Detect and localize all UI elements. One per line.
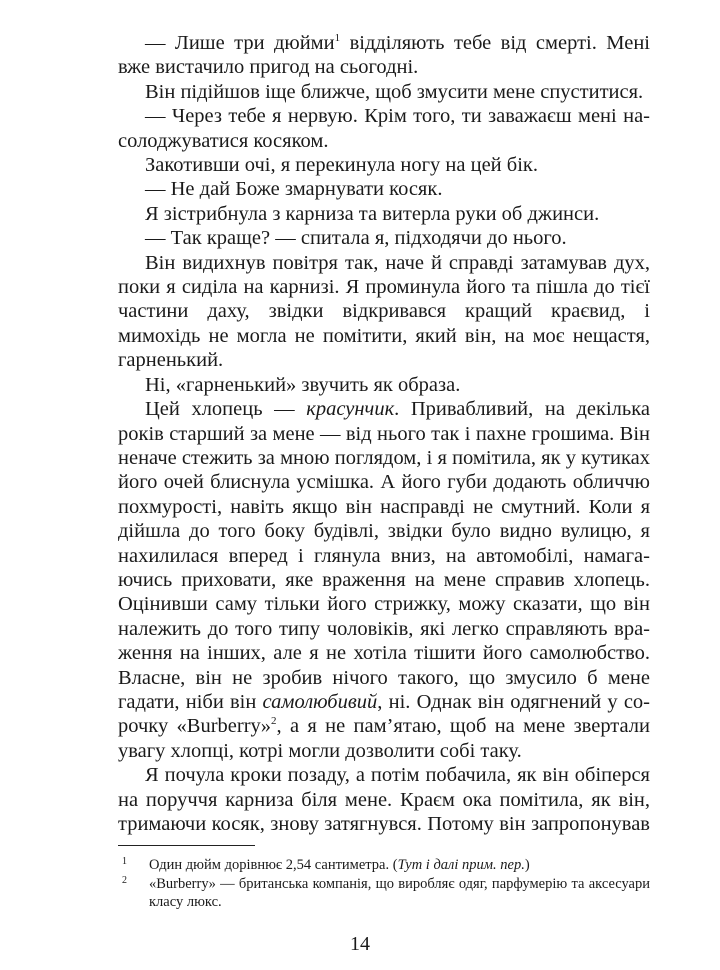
- footnote-marker: 2: [271, 715, 277, 728]
- italic-text: самолюбивий: [262, 690, 378, 713]
- text-run: Він видихнув повітря так, наче й справді затамував дух, поки я сиділа на карнизі. Я проминула його та пішла до тієї частини даху, звідки відкривався кращий краєвид, і мимохідь не могла не помітити, який він, на моє нещастя, гарненький.: [118, 251, 650, 372]
- text-run: , а я не пам’ятаю, щоб на мене звертали увагу хлопці, котрі могли дозволити собі таку.: [118, 715, 650, 762]
- text-run: Я зістрибнула з карниза та витерла руки об джинси.: [145, 202, 600, 225]
- paragraph: [118, 31, 650, 80]
- text-run: — Так краще? — спитала я, підходячи до нього.: [145, 227, 567, 250]
- footnote-number: 2: [122, 874, 127, 886]
- paragraph: [118, 397, 650, 763]
- paragraph: [118, 80, 650, 104]
- text-run: — Не дай Боже змарнувати косяк.: [145, 178, 443, 201]
- paragraph: [118, 226, 650, 250]
- footnote-marker: 1: [334, 32, 341, 44]
- paragraph: [118, 104, 650, 153]
- page-body: [118, 31, 650, 836]
- text-run: Ні, «гарненький» звучить як образа.: [145, 373, 461, 396]
- footnote: [118, 875, 650, 912]
- text-run: «Burberry» — британська компанія, що виробляє одяг, парфумерію та аксесуари класу люкс.: [149, 875, 650, 910]
- text-run: ): [524, 857, 530, 873]
- text-run: Цей хлопець —: [145, 398, 307, 421]
- text-run: Він підійшов іще ближче, щоб змусити мене спуститися.: [145, 80, 644, 103]
- paragraph: [118, 373, 650, 397]
- text-run: Я почула кроки позаду, а потім побачила, як він обіперся на поруччя карниза біля мене. Краєм ока помітила, як він, тримаючи косяк, знову затягнувся. Потому він запропонував: [118, 764, 650, 835]
- footnote: [118, 856, 650, 875]
- text-run: — Через тебе я нервую. Крім того, ти заважаєш мені насолоджуватися косяком.: [118, 105, 650, 152]
- paragraph: [118, 153, 650, 177]
- text-run: Один дюйм дорівнює 2,54 сантиметра. (: [149, 857, 398, 873]
- text-run: Закотивши очі, я перекинула ногу на цей бік.: [145, 154, 538, 177]
- paragraph: [118, 177, 650, 201]
- footnotes: [118, 856, 650, 912]
- text-run: відділяють тебе від смерті. Мені вже вистачило пригод на сьогодні.: [118, 32, 650, 79]
- paragraph: [118, 763, 650, 836]
- text-run: — Лише три дюйми: [145, 32, 335, 54]
- paragraph: [118, 251, 650, 373]
- footnote-separator: [118, 845, 255, 846]
- italic-text: Тут і далі прим. пер.: [397, 857, 525, 873]
- paragraph: [118, 202, 650, 226]
- text-run: , ні. Однак він одягнений у сорочку «Burberry»: [118, 690, 650, 738]
- page-number: 14: [350, 933, 370, 955]
- footnote-number: 1: [122, 856, 127, 867]
- italic-text: красунчик: [306, 398, 395, 421]
- text-run: . Привабливий, на декілька років старший за мене — від нього так і пахне грошима. Він неначе стежить за мною поглядом, і я помітила, як у кутиках його очей блиснула усмішка. А його губи додають обличчю похмурості, навіть якщо він насправді не смутний. Коли я дійшла до того боку будівлі, звідки було видно вулицю, я нахилилася вперед і глянула вниз, на автомобілі, намагаючись приховати, яке враження на мене справив хлопець. Оцінивши саму тільки його стрижку, можу сказати, що він належить до того типу чоловіків, які легко справляють враження на інших, але я не хотіла тішити його самолюбство. Власне, він не зробив нічого такого, що змусило б мене гадати, ніби він: [118, 398, 651, 713]
